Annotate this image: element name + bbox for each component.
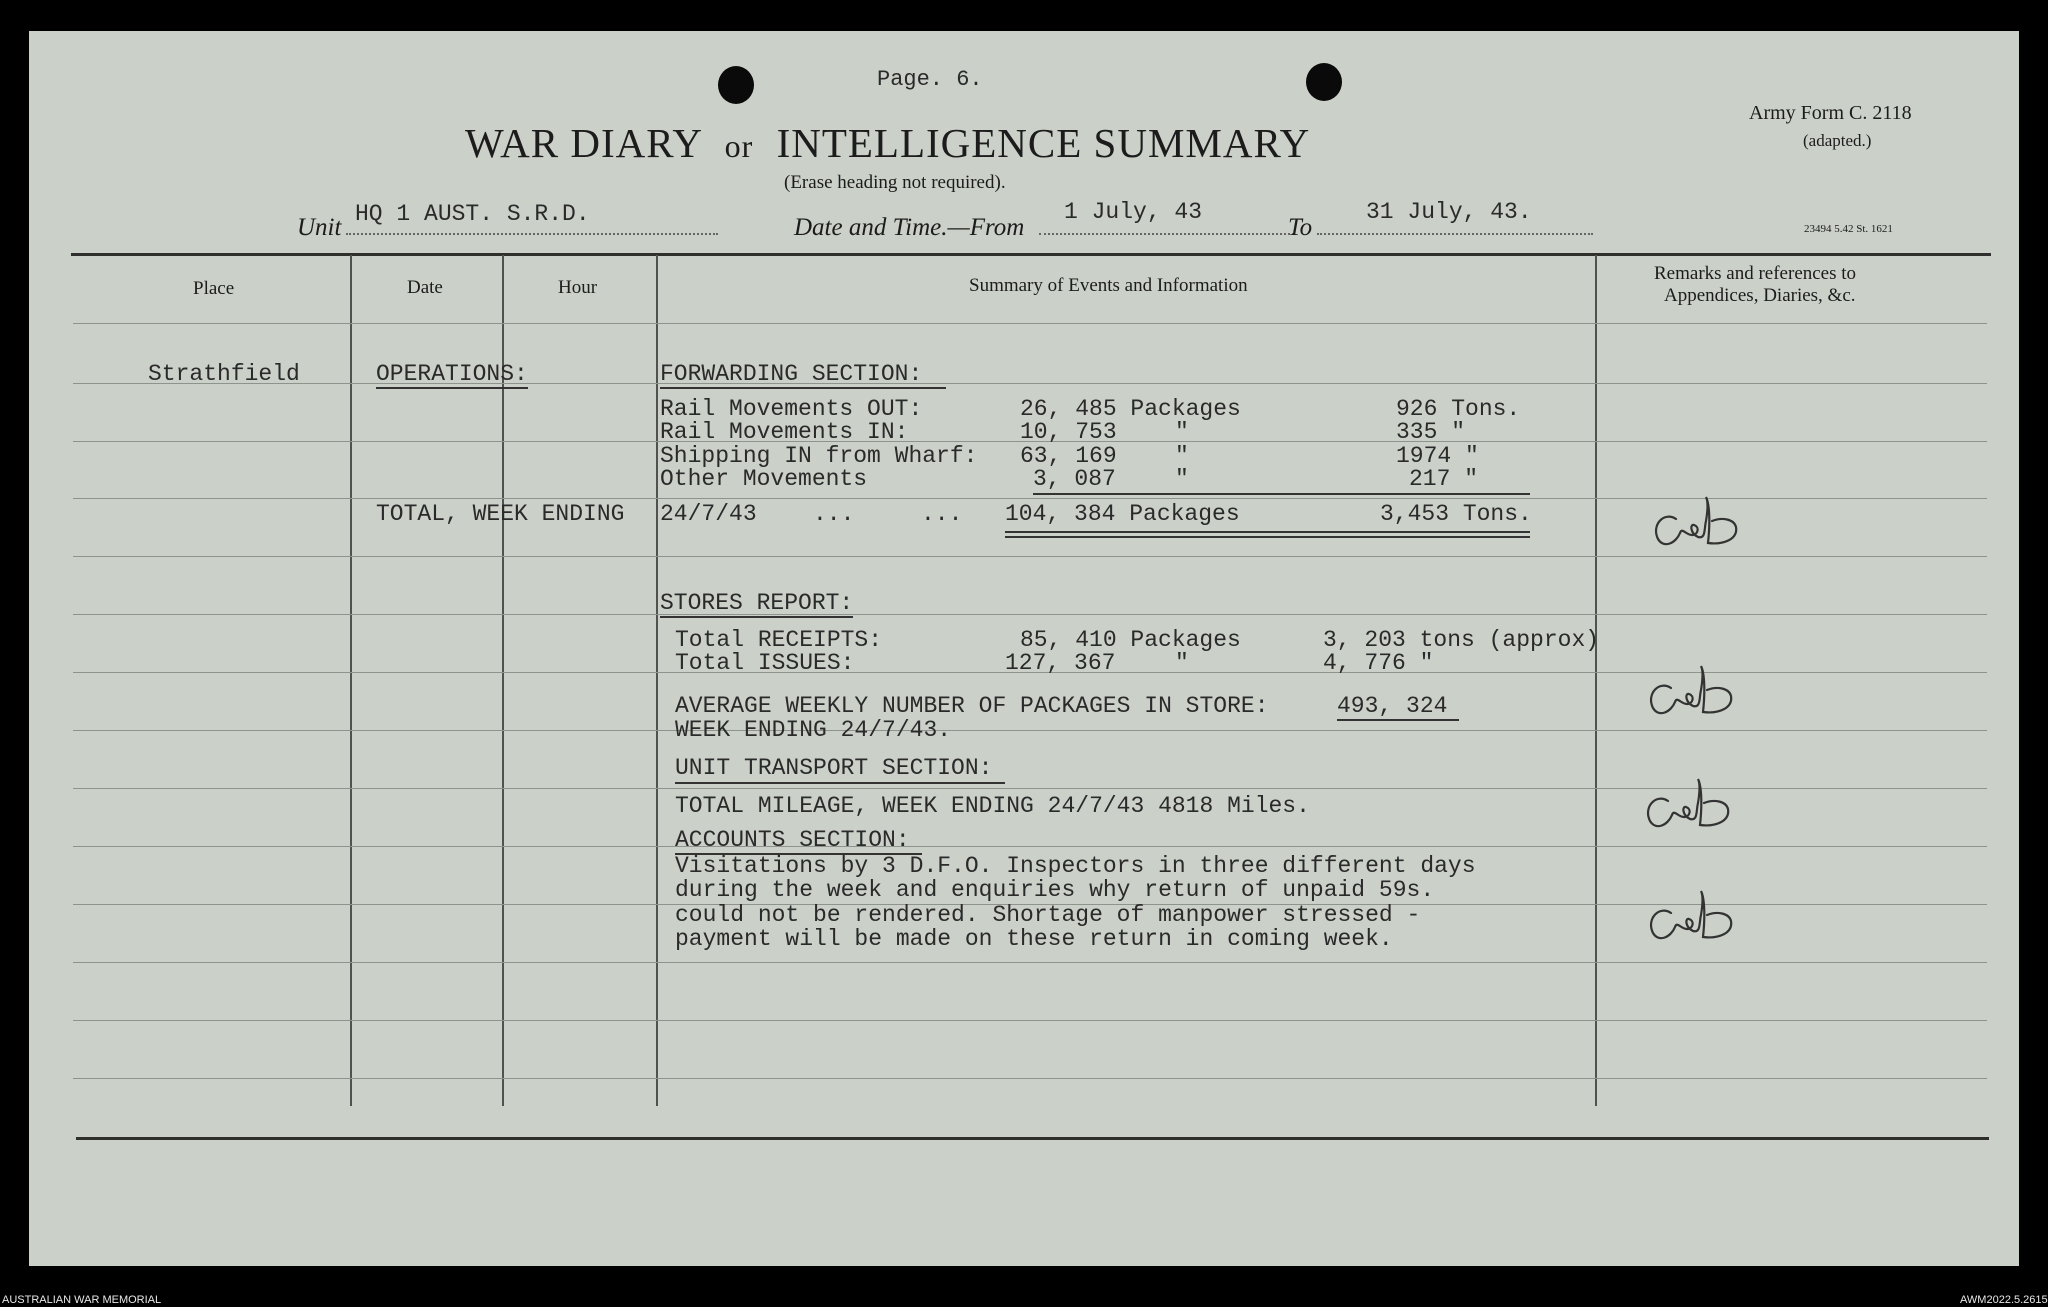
total-packages: 104, 384 Packages — [1005, 501, 1240, 527]
from-date: 1 July, 43 — [1064, 199, 1203, 225]
column-header-hour: Hour — [558, 277, 598, 298]
title-war-diary: WAR DIARY — [465, 120, 702, 166]
row-rule — [73, 1020, 1987, 1021]
unit-value: HQ 1 AUST. S.R.D. — [355, 201, 590, 227]
forwarding-heading: FORWARDING SECTION: — [660, 361, 923, 387]
receipts-label: Total RECEIPTS: — [675, 627, 883, 653]
row-rule — [73, 383, 1987, 384]
handwritten-initials — [1641, 885, 1751, 955]
total-dots-2: ... — [921, 501, 963, 527]
issues-ditto: " — [1175, 650, 1189, 676]
forwarding-underline — [660, 387, 946, 389]
other-movements-tons: 217 " — [1409, 466, 1479, 492]
issues-packages: 127, 367 — [1005, 650, 1116, 676]
row-rule — [73, 730, 1987, 731]
rail-out-label: Rail Movements OUT: — [660, 396, 923, 422]
column-header-summary: Summary of Events and Information — [969, 275, 1248, 296]
mileage-line: TOTAL MILEAGE, WEEK ENDING 24/7/43 4818 Miles. — [675, 793, 1310, 819]
other-movements-label: Other Movements — [660, 466, 868, 492]
row-rule — [73, 614, 1987, 615]
total-dots-1: ... — [813, 501, 855, 527]
place-entry: Strathfield — [148, 361, 300, 387]
rail-in-label: Rail Movements IN: — [660, 419, 909, 445]
column-header-remarks-line2: Appendices, Diaries, &c. — [1664, 285, 1856, 306]
column-header-place: Place — [193, 278, 235, 299]
receipts-tons: 3, 203 tons (approx) — [1323, 627, 1600, 653]
row-rule — [73, 1078, 1987, 1079]
transport-heading: UNIT TRANSPORT SECTION: — [675, 755, 993, 781]
column-header-date: Date — [407, 277, 443, 298]
print-code: 23494 5.42 St. 1621 — [1804, 223, 1893, 235]
table-top-border — [71, 253, 1991, 256]
rail-out-packages: 26, 485 Packages — [1020, 396, 1241, 422]
page-title — [465, 119, 1310, 167]
to-dotted-line — [1317, 233, 1593, 235]
average-packages-value: 493, 324 — [1337, 693, 1448, 719]
footer-source: AUSTRALIAN WAR MEMORIAL — [2, 1294, 162, 1306]
rail-in-ditto: " — [1175, 419, 1189, 445]
total-double-rule-bottom — [1005, 536, 1530, 538]
row-rule — [73, 323, 1987, 324]
other-movements-ditto: " — [1175, 466, 1189, 492]
average-week-ending: WEEK ENDING 24/7/43. — [675, 717, 952, 743]
diary-page — [29, 31, 2019, 1266]
total-week-ending-label: TOTAL, WEEK ENDING — [376, 501, 625, 527]
footer-accession: AWM2022.5.2615 — [1960, 1294, 2048, 1306]
shipping-tons: 1974 " — [1396, 443, 1479, 469]
table-bottom-border — [76, 1137, 1989, 1140]
issues-label: Total ISSUES: — [675, 650, 855, 676]
shipping-ditto: " — [1175, 443, 1189, 469]
other-movements-packages: 3, 087 — [1033, 466, 1116, 492]
total-double-rule-top — [1005, 531, 1530, 533]
handwritten-initials — [1646, 491, 1756, 561]
date-time-label: Date and Time.—From — [794, 214, 1025, 241]
stores-heading: STORES REPORT: — [660, 590, 854, 616]
rail-in-packages: 10, 753 — [1020, 419, 1117, 445]
title-intelligence-summary: INTELLIGENCE SUMMARY — [776, 120, 1311, 166]
accounts-line-4: payment will be made on these return in coming week. — [675, 926, 1393, 952]
transport-underline — [675, 782, 1005, 784]
form-name: Army Form C. 2118 — [1749, 102, 1912, 124]
operations-underline — [376, 387, 528, 389]
total-date: 24/7/43 — [660, 501, 757, 527]
issues-tons: 4, 776 " — [1323, 650, 1434, 676]
rail-out-tons: 926 Tons. — [1396, 396, 1521, 422]
handwritten-initials — [1638, 773, 1748, 843]
title-or: or — [724, 128, 754, 164]
accounts-heading: ACCOUNTS SECTION: — [675, 827, 910, 853]
form-adapted: (adapted.) — [1803, 131, 1872, 150]
accounts-line-3: could not be rendered. Shortage of manpower stressed - — [675, 902, 1421, 928]
from-dotted-line — [1039, 233, 1294, 235]
stores-underline — [660, 616, 853, 618]
shipping-label: Shipping IN from Wharf: — [660, 443, 978, 469]
accounts-line-2: during the week and enquiries why return of unpaid 59s. — [675, 877, 1435, 903]
handwritten-initials — [1641, 660, 1751, 730]
subtotal-rule — [1033, 493, 1530, 495]
row-rule — [73, 846, 1987, 847]
erase-note: (Erase heading not required). — [784, 172, 1006, 193]
rail-in-tons: 335 " — [1396, 419, 1466, 445]
average-packages-line: AVERAGE WEEKLY NUMBER OF PACKAGES IN STORE: — [675, 693, 1269, 719]
receipts-packages: 85, 410 Packages — [1020, 627, 1241, 653]
operations-label: OPERATIONS: — [376, 361, 528, 387]
punch-hole-left — [718, 66, 754, 104]
to-date: 31 July, 43. — [1366, 199, 1532, 225]
column-header-remarks-line1: Remarks and references to — [1654, 263, 1857, 284]
average-value-underline — [1337, 719, 1459, 721]
accounts-line-1: Visitations by 3 D.F.O. Inspectors in three different days — [675, 853, 1476, 879]
row-rule — [73, 962, 1987, 963]
unit-dotted-line — [346, 233, 718, 235]
shipping-packages: 63, 169 — [1020, 443, 1117, 469]
total-tons: 3,453 Tons. — [1380, 501, 1532, 527]
punch-hole-right — [1306, 63, 1342, 101]
page-number: Page. 6. — [877, 67, 983, 92]
unit-label: Unit — [297, 214, 342, 241]
to-label: To — [1288, 214, 1313, 241]
